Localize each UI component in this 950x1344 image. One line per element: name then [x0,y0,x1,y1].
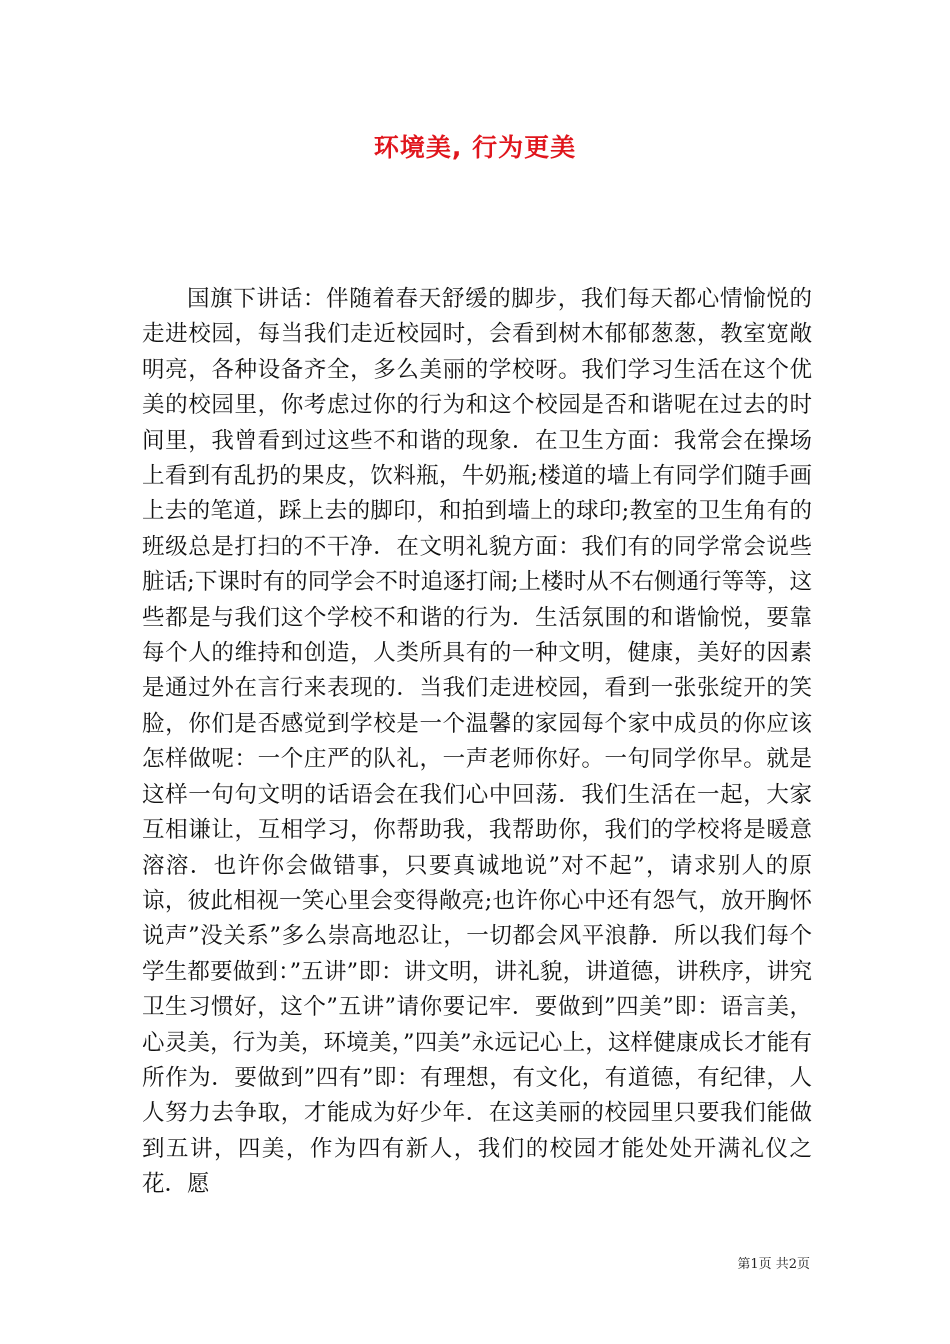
page-number: 第1页 共2页 [737,1257,810,1272]
body-paragraph: 国旗下讲话：伴随着春天舒缓的脚步，我们每天都心情愉悦的走进校园，每当我们走近校园时，会看到树木郁郁葱葱，教室宽敞明亮，各种设备齐全，多么美丽的学校呀。我们学习生活在这个优美的校园里，你考虑过你的行为和这个校园是否和谐呢在过去的时间里，我曾看到过这些不和谐的现象．在卫生方面：我常会在操场上看到有乱扔的果皮，饮料瓶，牛奶瓶;楼道的墙上有同学们随手画上去的笔道，踩上去的脚印，和拍到墙上的球印;教室的卫生角有的班级总是打扫的不干净．在文明礼貌方面：我们有的同学常会说些脏话;下课时有的同学会不时追逐打闹;上楼时从不右侧通行等等，这些都是与我们这个学校不和谐的行为．生活氛围的和谐愉悦，要靠每个人的维持和创造，人类所具有的一种文明，健康，美好的因素是通过外在言行来表现的．当我们走进校园，看到一张张绽开的笑脸，你们是否感觉到学校是一个温馨的家园每个家中成员的你应该怎样做呢：一个庄严的队礼，一声老师你好。一句同学你早。就是这样一句句文明的话语会在我们心中回荡．我们生活在一起，大家互相谦让，互相学习，你帮助我，我帮助你，我们的学校将是暖意溶溶．也许你会做错事，只要真诚地说”对不起”，请求别人的原谅，彼此相视一笑心里会变得敞亮;也许你心中还有怨气，放开胸怀说声”没关系”多么崇高地忍让，一切都会风平浪静．所以我们每个学生都要做到：”五讲”即：讲文明，讲礼貌，讲道德，讲秩序，讲究卫生习惯好，这个”五讲”请你要记牢．要做到”四美”即：语言美，心灵美，行为美，环境美，”四美”永远记心上，这样健康成长才能有所作为．要做到”四有”即：有理想，有文化，有道德，有纪律，人人努力去争取，才能成为好少年．在这美丽的校园里只要我们能做到五讲，四美，作为四有新人，我们的校园才能处处开满礼仪之花．愿 [142,286,812,1198]
page-title: 环境美, 行为更美 [373,133,577,162]
